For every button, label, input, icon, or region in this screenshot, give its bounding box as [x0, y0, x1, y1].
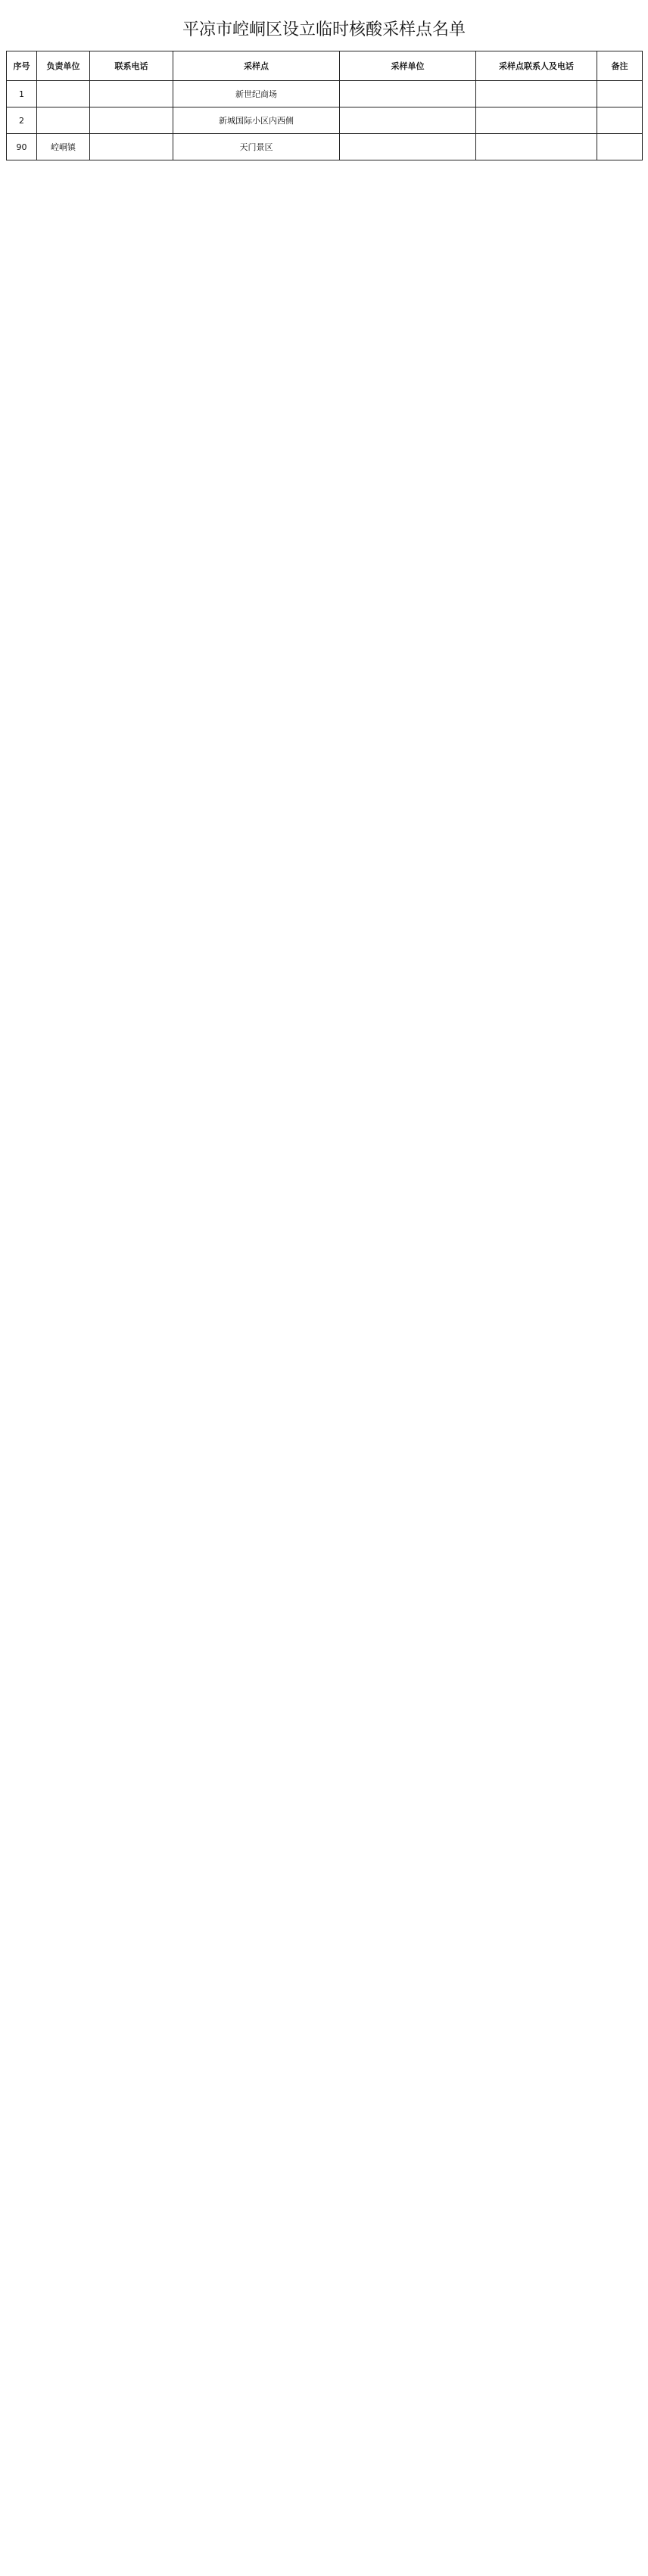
row-phone: [90, 134, 173, 160]
header-phone: 联系电话: [90, 51, 173, 81]
row-site: 新世纪商场: [173, 81, 340, 107]
row-remark: [597, 134, 643, 160]
row-site: 天门景区: [173, 134, 340, 160]
table-row: [7, 134, 643, 160]
header-site: 采样点: [173, 51, 340, 81]
sampling-point-table: [6, 51, 643, 160]
row-remark: [597, 107, 643, 134]
header-unit: 负责单位: [37, 51, 90, 81]
row-sampling-unit: [340, 107, 476, 134]
table-header-row: [7, 51, 643, 81]
header-remark: 备注: [597, 51, 643, 81]
row-site: 新城国际小区内西侧: [173, 107, 340, 134]
row-contact: [476, 134, 597, 160]
row-contact: [476, 81, 597, 107]
header-contact: 采样点联系人及电话: [476, 51, 597, 81]
row-no: 90: [7, 134, 37, 160]
row-remark: [597, 81, 643, 107]
table-row: [7, 107, 643, 134]
table-row: [7, 81, 643, 107]
header-no: 序号: [7, 51, 37, 81]
row-contact: [476, 107, 597, 134]
row-phone: [90, 81, 173, 107]
page-title: 平凉市崆峒区设立临时核酸采样点名单: [182, 20, 466, 39]
row-phone: [90, 107, 173, 134]
header-sampling-unit: 采样单位: [340, 51, 476, 81]
row-sampling-unit: [340, 81, 476, 107]
row-no: 1: [7, 81, 37, 107]
row-sampling-unit: [340, 134, 476, 160]
row-unit: [37, 81, 90, 107]
row-unit: 崆峒镇: [37, 134, 90, 160]
row-unit: [37, 107, 90, 134]
row-no: 2: [7, 107, 37, 134]
